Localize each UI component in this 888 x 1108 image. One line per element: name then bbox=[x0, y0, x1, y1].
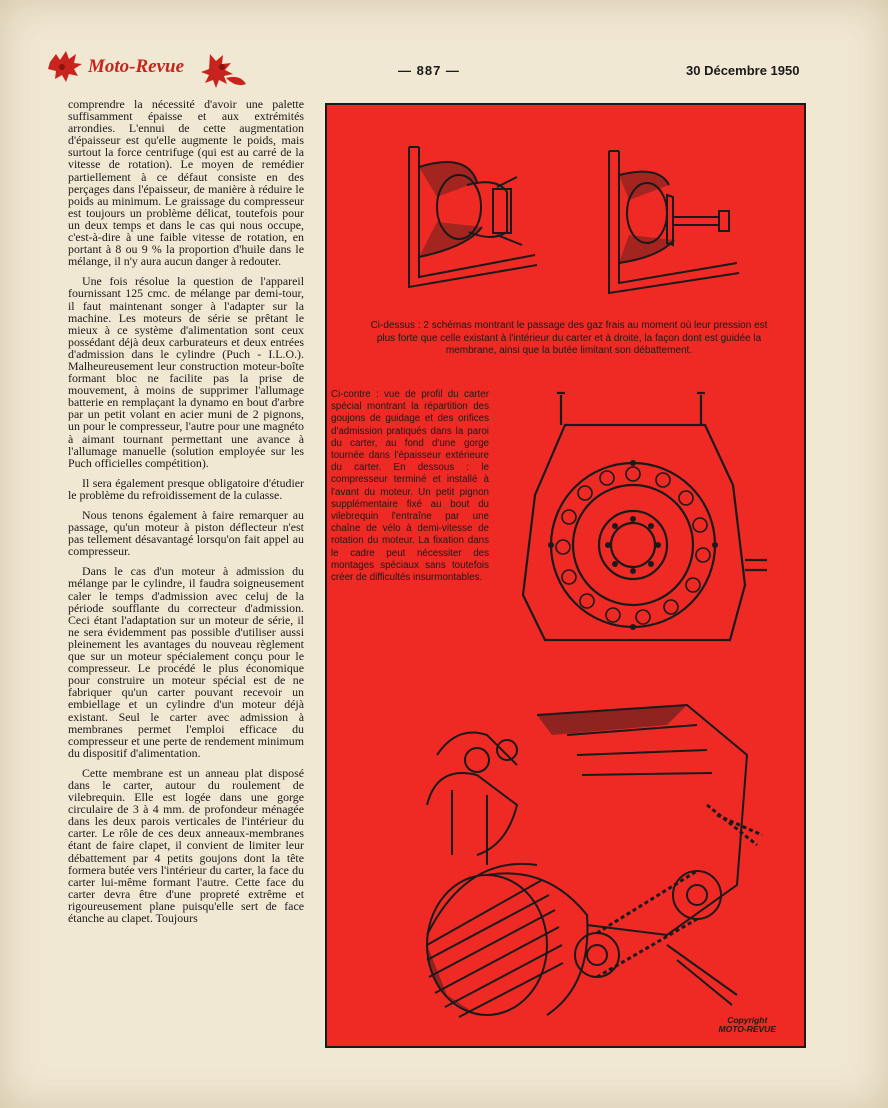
copyright-owner: MOTO-REVUE bbox=[718, 1024, 776, 1034]
copyright-line: Copyright bbox=[727, 1015, 768, 1025]
article-paragraph: comprendre la nécessité d'avoir une palette suffisamment épaisse et aux extrémités arrondies. L'ennui de cette augmentation d'épaisseur est qu'elle augmente le poids, mais surtout la force centrifuge (qui est au carré de la vitesse de rotation). Le moyen de remédier partiellement à ce défaut consiste en des perçages dans l'épaisseur, de manière à réduire le poids au minimum. Le graissage du compresseur est toujours un problème délicat, toutefois pour un deux temps et dans le cas qui nous occupe, c'est-à-dire à une faible vitesse de rotation, en portant à 8 ou 9 % la proportion d'huile dans le mélange, il n'y aura aucun danger à redouter. bbox=[68, 97, 304, 269]
article-paragraph: Nous tenons également à faire remarquer au passage, qu'un moteur à piston déflecteur n'est pas tellement désavantagé lorsqu'on fait appel au compresseur. bbox=[68, 508, 304, 559]
article-paragraph: Une fois résolue la question de l'appareil fournissant 125 cmc. de mélange par demi-tour, il faut maintenant songer à l'adapter sur la machine. Les moteurs de série se prêtant le mieux à ce système d'alimentation sont ceux possédant déjà deux carburateurs et deux entrées d'admission dans le cylindre (Puch - I.L.O.). Malheureusement leur construction moteur-boîte formant bloc ne facilite pas la prise de mouvement, à moins de supprimer l'allumage batterie en remplaçant la dynamo en bout d'arbre par un petit volant en acier muni de 2 pignons, un pour le compresseur, l'autre pour une magnéto à aimant tournant permettant une avance à l'allumage manuelle (solution employée sur les Puch officielles compétition). bbox=[68, 274, 304, 470]
copyright-notice bbox=[719, 1016, 776, 1034]
moto-revue-logo bbox=[40, 40, 255, 92]
membrane-guide-diagram bbox=[599, 145, 749, 300]
caption-side: Ci-contre : vue de profil du carter spécial montrant la répartition des goujons de guidage et des orifices d'admission pratiqués dans la paroi du carter, au fond d'une gorge tournée dans l'épaisseur extérieure du carter. En dessous : le compresseur terminé et installé à l'avant du moteur. Un petit pignon supplémentaire fixé au bout du vilebrequin l'entraîne par une chaîne de vélo à demi-vitesse de rotation du moteur. La fixation dans le cadre peut nécessiter des montages spéciaux sans toutefois créer de difficultés insurmontables. bbox=[331, 389, 489, 584]
crankcase-profile-diagram bbox=[505, 385, 775, 665]
bearing-balls bbox=[605, 516, 661, 574]
article-paragraph: Cette membrane est un anneau plat disposé dans le carter, autour du roulement de vilebrequin. Elle est logée dans une gorge circulaire de 3 à 4 mm. de profondeur ménagée dans les deux parois verticales de l'intérieur du carter. Le rôle de ces deux anneaux-membranes étant de faire clapet, il convient de limiter leur débattement par 4 petits goujons dont la tête formera butée vers l'intérieur du carter, la face du carter lui-même formant l'autre. Cette face du carter devra être d'une propreté extrême et rigoureusement plane puisqu'elle sert de face étanche au clapet. Toujours bbox=[68, 765, 304, 925]
illustration-panel bbox=[325, 103, 806, 1048]
caption-top: Ci-dessus : 2 schémas montrant le passage des gaz frais au moment où leur pression est plus forte que celle existant à l'intérieur du carter et à droite, la façon dont est guidée la membrane, ainsi que la butée limitant son débattement. bbox=[370, 320, 768, 357]
article-paragraph: Il sera également presque obligatoire d'étudier le problème du refroidissement de la culasse. bbox=[68, 475, 304, 502]
article-paragraph: Dans le cas d'un moteur à admission du mélange par le cylindre, il faudra soigneusement caler le temps d'admission avec celuj de la période soufflante du correcteur d'admission. Ceci étant l'adaptation sur un moteur de série, il ne sera évidemment pas possible d'utiliser aussi pleinement les avantages du nouveau règlement que sur un moteur spécialement conçu pour le compresseur. Le procédé le plus économique pour construire un moteur spécial est de ne fabriquer qu'un carter pouvant recevoir un embiellage et un cylindre d'un moteur déjà existant. Seul le carter avec admission à membranes permet l'emploi efficace du compresseur et une perte de rendement minimum du dispositif d'alimentation. bbox=[68, 564, 304, 760]
issue-date: 30 Décembre 1950 bbox=[686, 63, 800, 78]
article-text-column bbox=[68, 98, 304, 932]
compressor-engine-illustration bbox=[367, 695, 787, 1040]
admission-holes bbox=[556, 467, 710, 624]
svg-text:Moto-Revue: Moto-Revue bbox=[88, 56, 185, 77]
page-number: — 887 — bbox=[398, 63, 460, 78]
gas-passage-diagram bbox=[397, 137, 547, 297]
